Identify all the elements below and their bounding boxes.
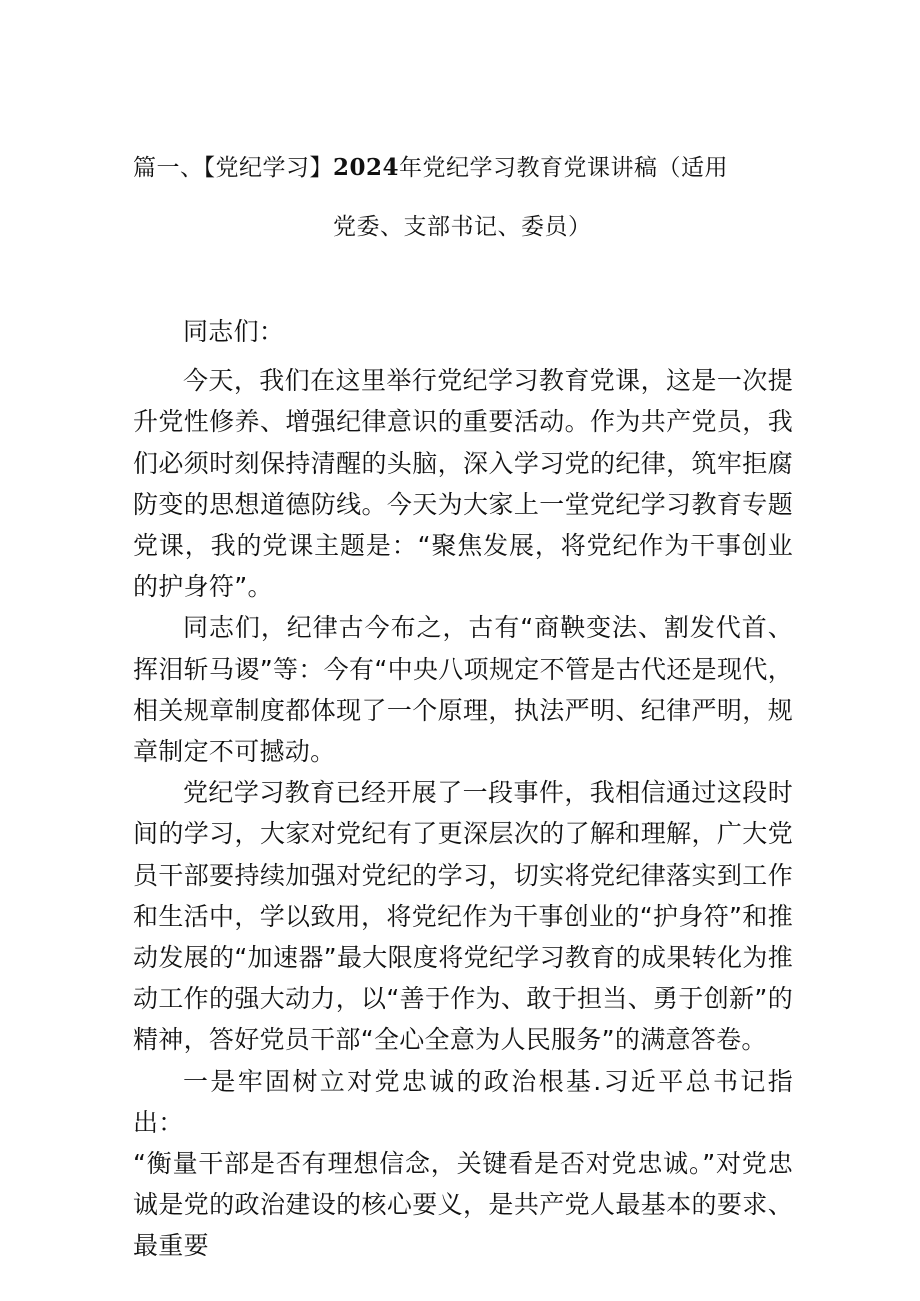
document-body (133, 311, 793, 1267)
title-prefix: 篇一、【党纪学习】 (133, 155, 333, 181)
title-suffix: 年党纪学习教育党课讲稿（适用 (399, 155, 729, 181)
title-year: 2024 (333, 154, 400, 181)
document-title-line-1 (133, 150, 813, 186)
paragraph-quote: “衡量干部是否有理想信念，关键看是否对党忠诚。”对党忠诚是党的政治建设的核心要义，是共产党人最基本的要求、最重要 (133, 1149, 793, 1261)
paragraph-point-one: 一是牢固树立对党忠诚的政治根基.习近平总书记指出： (133, 1066, 793, 1137)
paragraph-learning-progress: 党纪学习教育已经开展了一段事件，我相信通过这段时间的学习，大家对党纪有了更深层次的了解和理解，广大党员干部要持续加强对党纪的学习，切实将党纪律落实到工作和生活中，学以致用，将党纪作为干事创业的“护身符”和推动发展的“加速器”最大限度将党纪学习教育的成果转化为推动工作的强大动力，以“善于作为、敢于担当、勇于创新”的精神，答好党员干部“全心全意为人民服务”的满意答卷。 (133, 778, 793, 1055)
salutation: 同志们： (183, 317, 285, 346)
paragraph-intro: 今天，我们在这里举行党纪学习教育党课，这是一次提升党性修养、增强纪律意识的重要活动。作为共产党员，我们必须时刻保持清醒的头脑，深入学习党的纪律，筑牢拒腐防变的思想道德防线。今天为大家上一堂党纪学习教育专题党课，我的党课主题是：“聚焦发展，将党纪作为干事创业的护身符”。 (133, 366, 793, 602)
document-title-line-2: 党委、支部书记、委员） (333, 214, 592, 240)
paragraph-discipline-history: 同志们，纪律古今布之，古有“商鞅变法、割发代首、挥泪斩马谡”等：今有“中央八项规定不管是古代还是现代，相关规章制度都体现了一个原理，执法严明、纪律严明，规章制定不可撼动。 (133, 613, 793, 767)
